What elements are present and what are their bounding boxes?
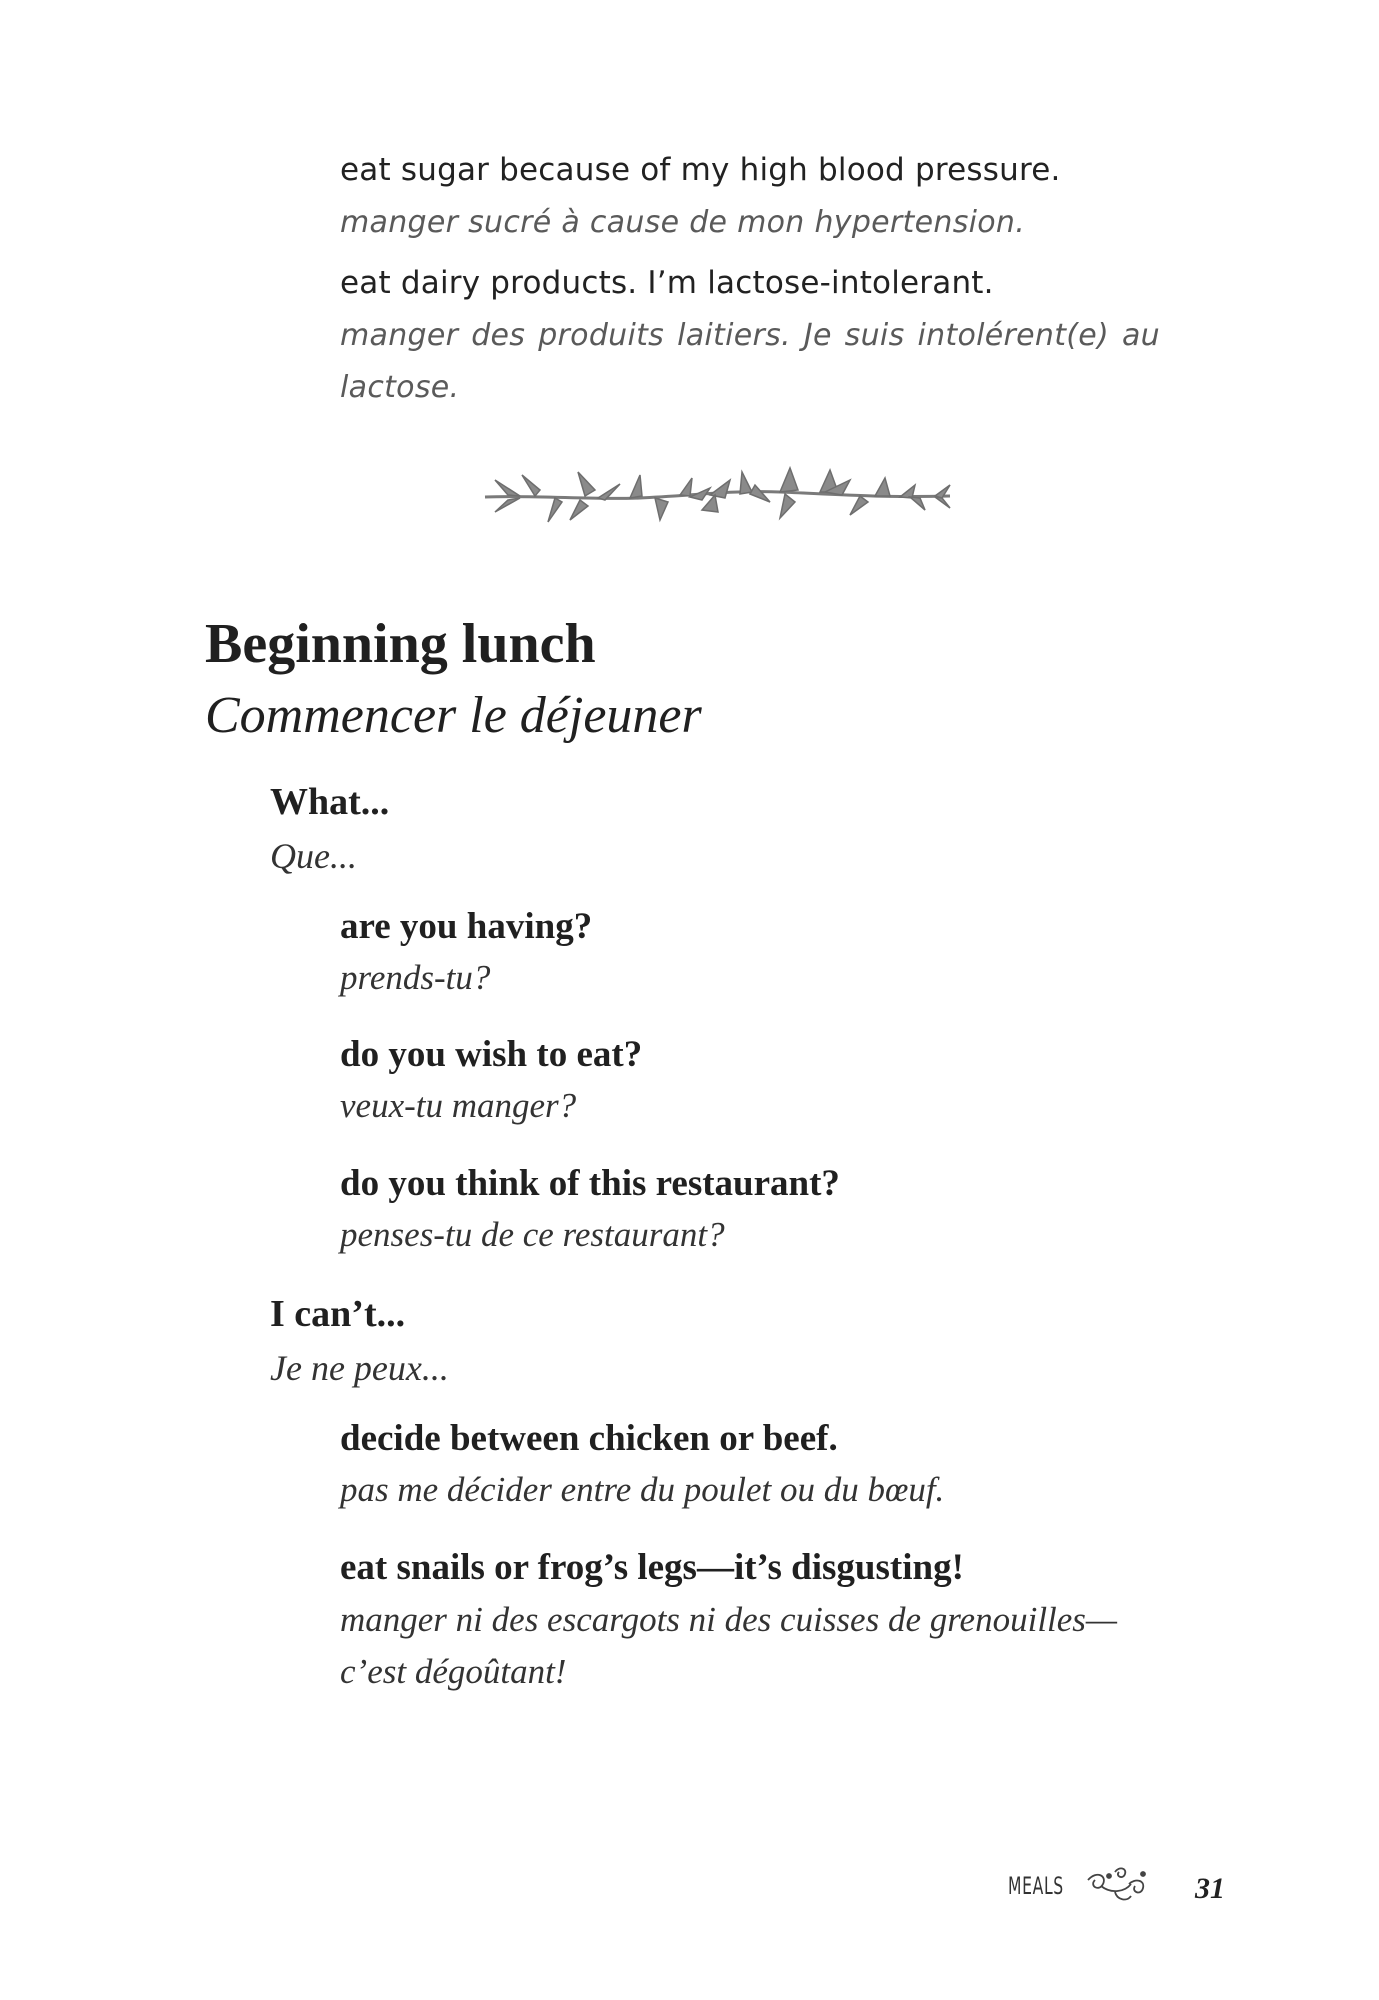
phrase-fr: manger ni des escargots ni des cuisses de grenouilles— — [340, 1600, 1118, 1639]
phrase-en: are you having? — [340, 906, 593, 947]
page-number: 31 — [1195, 1872, 1225, 1905]
phrase-fr: penses-tu de ce restaurant? — [340, 1215, 725, 1254]
swirl-flourish-icon — [1085, 1862, 1155, 1906]
phrase-en: eat sugar because of my high blood pressure. — [340, 152, 1061, 188]
phrase-en: decide between chicken or beef. — [340, 1418, 838, 1459]
phrase-fr-continued: c’est dégoûtant! — [340, 1652, 567, 1691]
phrase-stem-fr: Que... — [270, 836, 357, 876]
phrase-fr: manger des produits laitiers. Je suis intolérent(e) au — [340, 318, 1160, 353]
phrase-fr: prends-tu? — [340, 958, 491, 997]
phrase-stem-fr: Je ne peux... — [270, 1348, 449, 1388]
running-footer-label: MEALS — [1008, 1872, 1064, 1900]
phrase-en: eat snails or frog’s legs—it’s disgusting! — [340, 1547, 964, 1588]
phrase-stem-en: I can’t... — [270, 1293, 406, 1335]
phrase-en: eat dairy products. I’m lactose-intolerant. — [340, 265, 994, 301]
phrase-fr: manger sucré à cause de mon hypertension. — [340, 205, 1026, 240]
phrase-fr: pas me décider entre du poulet ou du bœuf. — [340, 1470, 945, 1509]
section-title-french: Commencer le déjeuner — [205, 687, 702, 744]
section-title: Beginning lunch — [205, 613, 596, 675]
phrase-fr: veux-tu manger? — [340, 1086, 577, 1125]
vine-ornament-icon — [480, 440, 960, 550]
phrase-en: do you wish to eat? — [340, 1034, 643, 1075]
phrase-stem-en: What... — [270, 781, 390, 823]
phrase-fr-continued: lactose. — [340, 370, 460, 405]
phrase-en: do you think of this restaurant? — [340, 1163, 840, 1204]
